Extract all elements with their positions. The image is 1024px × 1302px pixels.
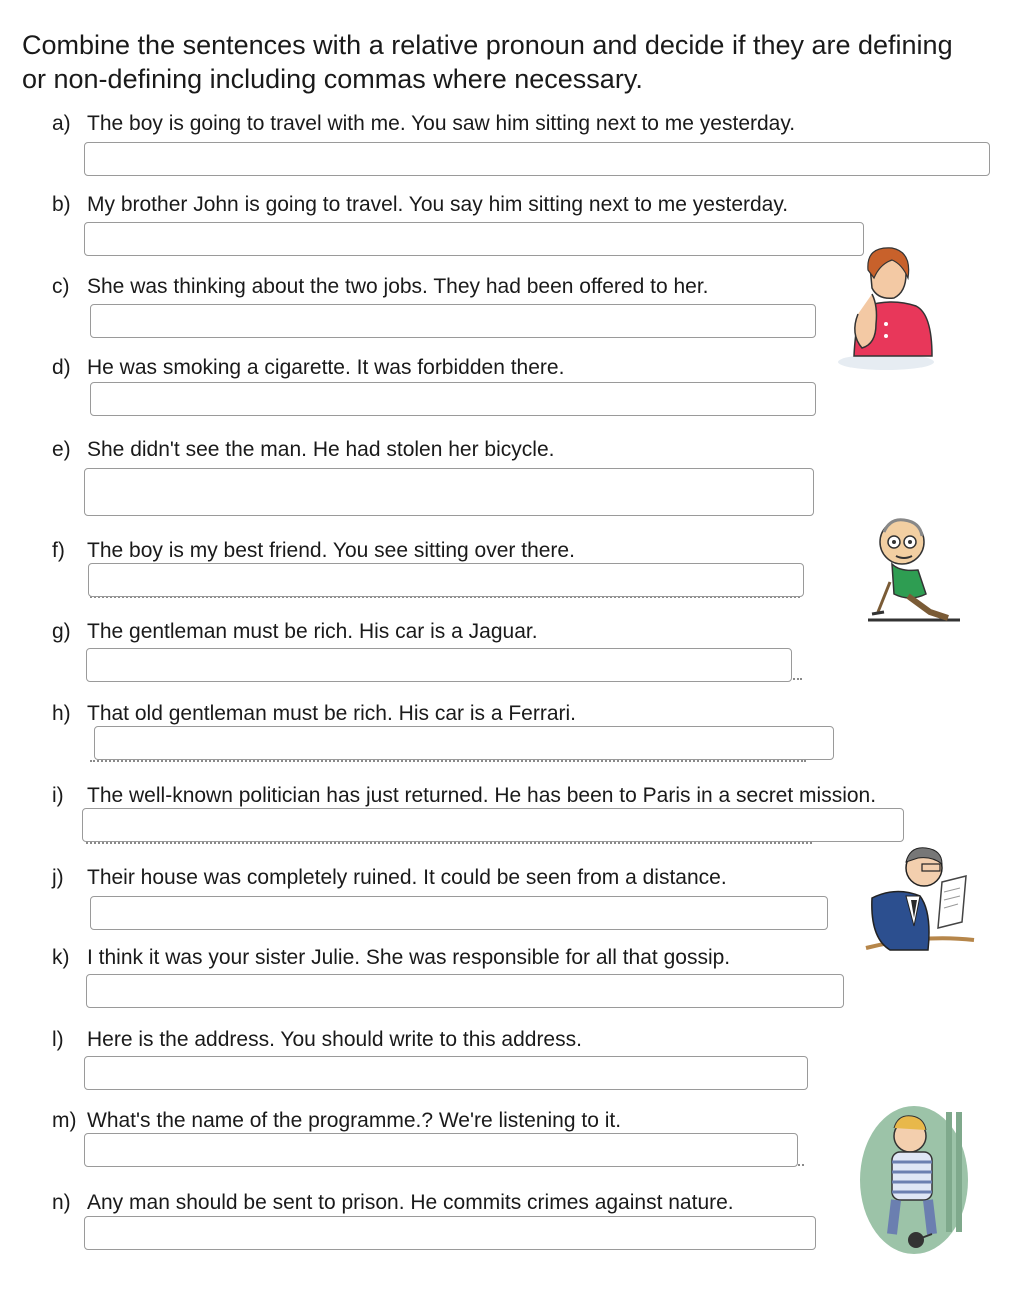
question-label-m: m): [52, 1109, 77, 1132]
businessman-illustration: [862, 842, 978, 964]
question-text-j: Their house was completely ruined. It could be seen from a distance.: [87, 866, 727, 889]
question-text-e: She didn't see the man. He had stolen her bicycle.: [87, 438, 555, 461]
answer-input-e[interactable]: [84, 468, 814, 516]
answer-input-d[interactable]: [90, 382, 816, 416]
answer-input-j[interactable]: [90, 896, 828, 930]
question-text-g: The gentleman must be rich. His car is a Jaguar.: [87, 620, 538, 643]
question-text-i: The well-known politician has just returned. He has been to Paris in a secret mission.: [87, 784, 877, 807]
question-label-i: i): [52, 784, 64, 807]
question-text-b: My brother John is going to travel. You say him sitting next to me yesterday.: [87, 193, 789, 216]
answer-input-n[interactable]: [84, 1216, 816, 1250]
question-text-h: That old gentleman must be rich. His car is a Ferrari.: [87, 702, 577, 725]
answer-input-i[interactable]: [82, 808, 904, 842]
question-text-d: He was smoking a cigarette. It was forbidden there.: [87, 356, 565, 379]
answer-input-f[interactable]: [88, 563, 804, 597]
question-label-k: k): [52, 946, 70, 969]
question-text-c: She was thinking about the two jobs. They had been offered to her.: [87, 275, 709, 298]
answer-input-b[interactable]: [84, 222, 864, 256]
instructions-title: Combine the sentences with a relative pronoun and decide if they are defining or non-defining including commas where necessary.: [22, 30, 953, 94]
question-label-n: n): [52, 1191, 71, 1214]
question-text-k: I think it was your sister Julie. She was responsible for all that gossip.: [87, 946, 731, 969]
prisoner-illustration: [858, 1102, 970, 1254]
question-label-l: l): [52, 1028, 64, 1051]
question-text-l: Here is the address. You should write to this address.: [87, 1028, 582, 1051]
answer-input-m[interactable]: [84, 1133, 798, 1167]
question-label-g: g): [52, 620, 71, 643]
question-text-n: Any man should be sent to prison. He commits crimes against nature.: [87, 1191, 734, 1214]
question-label-f: f): [52, 539, 65, 562]
question-text-a: The boy is going to travel with me. You saw him sitting next to me yesterday.: [87, 112, 796, 135]
question-label-h: h): [52, 702, 71, 725]
question-label-e: e): [52, 438, 71, 461]
question-text-f: The boy is my best friend. You see sitting over there.: [87, 539, 575, 562]
dotted-line-h: [90, 760, 806, 762]
question-text-m: What's the name of the programme.? We're listening to it.: [87, 1109, 622, 1132]
question-label-c: c): [52, 275, 70, 298]
answer-input-a[interactable]: [84, 142, 990, 176]
question-label-j: j): [52, 866, 64, 889]
question-label-a: a): [52, 112, 71, 135]
answer-input-k[interactable]: [86, 974, 844, 1008]
woman-thinking-illustration: [836, 244, 942, 374]
dotted-line-i: [86, 842, 812, 844]
question-label-d: d): [52, 356, 71, 379]
answer-input-l[interactable]: [84, 1056, 808, 1090]
answer-input-g[interactable]: [86, 648, 792, 682]
answer-input-c[interactable]: [90, 304, 816, 338]
answer-input-h[interactable]: [94, 726, 834, 760]
old-man-illustration: [860, 512, 966, 630]
question-label-b: b): [52, 193, 71, 216]
